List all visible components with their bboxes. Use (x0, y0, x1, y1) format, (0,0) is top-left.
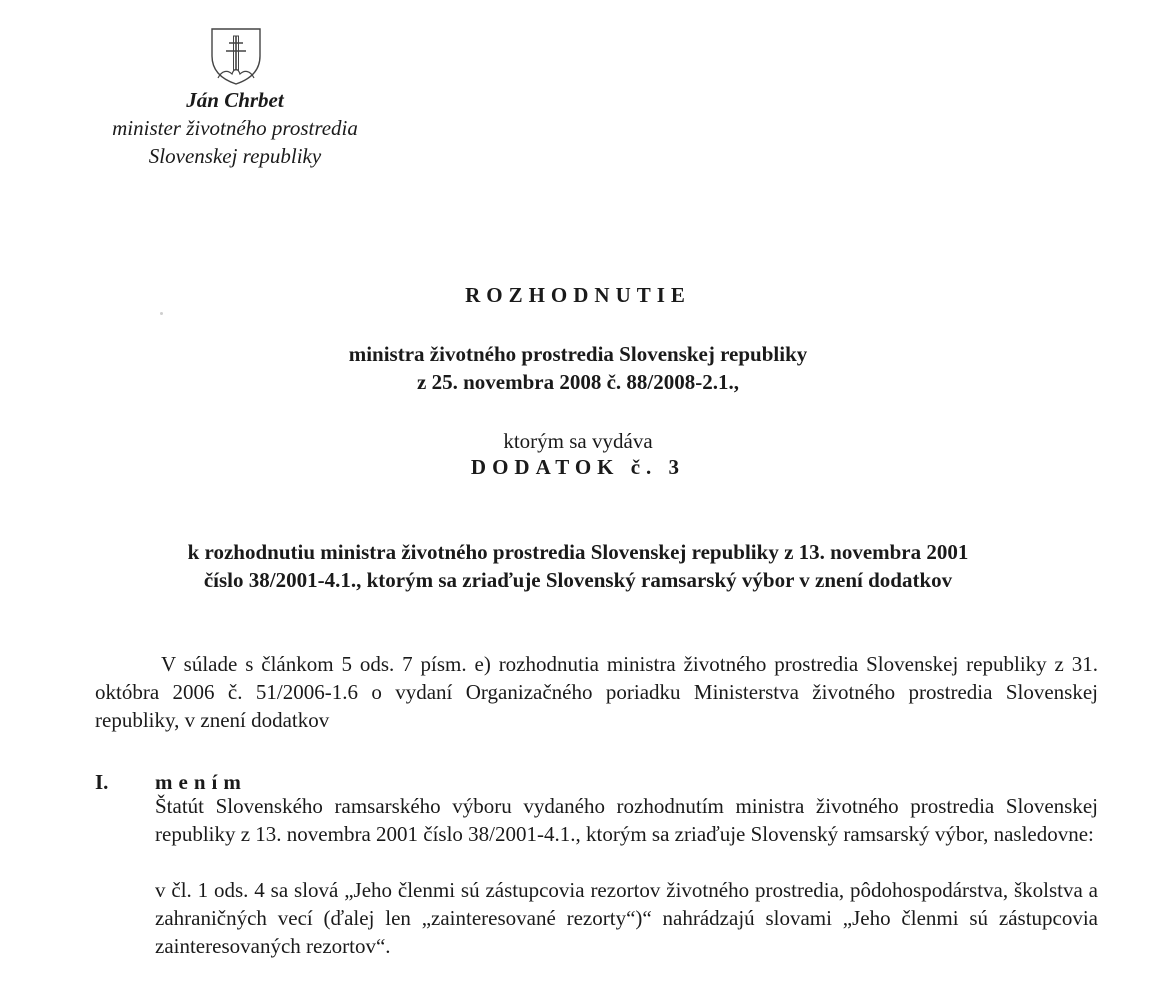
issue-line: ktorým sa vydáva (503, 429, 653, 453)
amendment-title: DODATOK č. 3 (470, 455, 686, 479)
section-number: I. (95, 770, 109, 794)
section-text-2: v čl. 1 ods. 4 sa slová „Jeho členmi sú zástupcovia rezortov životného prostredia, pôdohospodárstva, školstva a zahraničných vecí (ďalej len „zainteresované rezorty“)“ nahrádzajú slovami „Jeho členmi sú zástupcovia zainteresovaných rezortov“. (155, 878, 1098, 958)
intro-paragraph: V súlade s článkom 5 ods. 7 písm. e) rozhodnutia ministra životného prostredia Slovenskej republiky z 31. októbra 2006 č. 51/2006-1.6 o vydaní Organizačného poriadku Ministerstva životného prostredia Slovenskej republiky, v znení dodatkov (95, 652, 1098, 732)
reference-line-2: číslo 38/2001-4.1., ktorým sa zriaďuje Slovenský ramsarský výbor v znení dodatkov (203, 568, 953, 592)
decision-subtitle (0, 340, 1156, 396)
minister-name: Ján Chrbet (186, 88, 284, 112)
section-text-1: Štatút Slovenského ramsarského výboru vydaného rozhodnutím ministra životného prostredia Slovenskej republiky z 13. novembra 2001 číslo 38/2001-4.1., ktorým sa zriaďuje Slovenský ramsarský výbor, nasledovne: (155, 794, 1098, 846)
subtitle-line-1: ministra životného prostredia Slovenskej republiky (348, 342, 808, 366)
slovak-coat-of-arms-emblem (208, 26, 264, 86)
minister-country: Slovenskej republiky (148, 144, 322, 168)
section-heading: mením (155, 770, 247, 794)
reference-line-1: k rozhodnutiu ministra životného prostredia Slovenskej republiky z 13. novembra 2001 (187, 540, 969, 564)
document-title: ROZHODNUTIE (465, 283, 691, 307)
reference-heading (0, 538, 1156, 594)
minister-role: minister životného prostredia (112, 116, 358, 140)
scan-speck (160, 312, 163, 315)
minister-header (60, 86, 410, 170)
subtitle-line-2: z 25. novembra 2008 č. 88/2008-2.1., (417, 370, 739, 394)
